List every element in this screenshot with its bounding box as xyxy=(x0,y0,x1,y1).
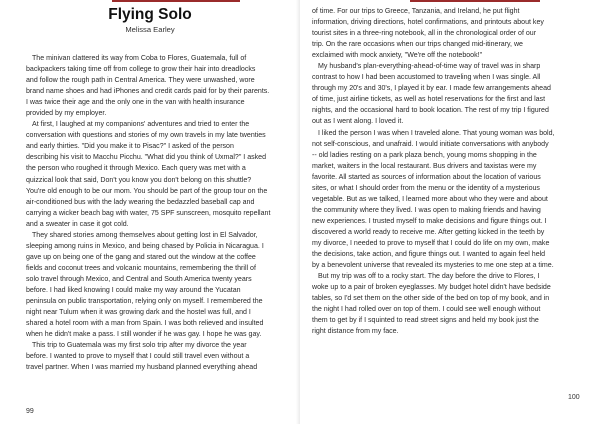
text-line: This trip to Guatemala was my first solo trip after my divorce the year xyxy=(32,342,247,350)
page-number-right: 100 xyxy=(568,394,580,401)
text-line: when he didn't make a pass. I still wonder if he was gay. I hope he was gay. xyxy=(26,331,262,339)
text-line: They shared stories among themselves about getting lost in El Salvador, xyxy=(32,231,258,239)
text-line: I liked the person I was when I traveled alone. That young woman was bold, xyxy=(318,129,555,137)
text-line: before. I had liked knowing I could make my way around the Yucatan xyxy=(26,286,241,294)
text-line: At first, I laughed at my companions' adventures and tried to enter the xyxy=(32,121,250,129)
text-line: of time, just airline tickets, as well as hotel reservations for the first and last xyxy=(312,96,546,104)
text-line: backpackers taking time off from college to grow their hair into dreadlocks xyxy=(26,66,256,74)
text-line: You're old enough to be our mom. You should be part of the group tour on the xyxy=(26,187,268,195)
text-line: new experiences. I trusted myself to make decisions and figure things out. I xyxy=(312,217,547,225)
text-line: exclaimed with mock anxiety, "We're off the notebook!" xyxy=(312,52,483,60)
text-line: gave up on being one of the gang and stared out the window at the coffee xyxy=(26,253,256,261)
text-line: shared a hotel room with a man from Spain. I was both relieved and insulted xyxy=(26,320,264,328)
text-line: night near Tulum when it was growing dark and the hostel was full, and I xyxy=(26,309,251,317)
text-line: vegetable. But as we talked, I learned more about who they were and about xyxy=(312,195,548,203)
text-line: sites, or what I should order from the menu or the identity of a mysterious xyxy=(312,184,540,192)
text-line: carrying a wicker beach bag with water, 75 SPF sunscreen, mosquito repellant xyxy=(26,209,271,217)
text-line: right distance from my face. xyxy=(312,328,399,336)
text-line: -- old ladies resting on a park plaza bench, young moms shopping in the xyxy=(312,151,537,159)
text-line: But my trip was off to a rocky start. The day before the drive to Flores, I xyxy=(318,273,540,281)
text-line: tables, so I'd set them on the other side of the bed on top of my book, and in xyxy=(312,295,550,303)
page-number-left: 99 xyxy=(26,408,34,415)
text-line: through my 20's and 30's, I played it by ear. I made few arrangements ahead xyxy=(312,85,551,93)
text-line: woke up to a pair of broken eyeglasses. My budget hotel didn't have bedside xyxy=(312,284,551,292)
text-line: travel partner. When I was married my husband planned everything ahead xyxy=(26,364,258,372)
right-text-column xyxy=(312,6,586,337)
text-line: fields and coconut trees and volcanic mountains, remembering the thrill of xyxy=(26,264,256,272)
text-line: before. I wanted to prove to myself that I could still travel even without a xyxy=(26,353,250,361)
text-line: and follow the rough path in Central America. They were unwashed, wore xyxy=(26,77,255,85)
text-line: I was twice their age and the only one in the van with health insurance xyxy=(26,99,245,107)
text-line: by a benevolent universe that revealed its mysteries to me one step at a time. xyxy=(312,262,554,270)
text-line: conversation with questions and stories of my own travels in my late twenties xyxy=(26,132,266,140)
text-line: peninsula on public transportation, relying only on myself. I remembered the xyxy=(26,298,263,306)
text-line: discovered a world ready to receive me. After getting kicked in the teeth by xyxy=(312,228,545,236)
story-title: Flying Solo xyxy=(108,6,192,23)
text-line: favorite. All started as sources of information about the location of various xyxy=(312,173,541,181)
text-line: brand name shoes and had iPhones and credit cards paid for by their parents. xyxy=(26,88,270,96)
text-line: and early thirties. "Did you make it to Pisac?" I asked of the person xyxy=(26,143,234,151)
text-line: out as I went along. I loved it. xyxy=(312,118,404,126)
text-line: solo travel through Mexico, and Central and South America twenty years xyxy=(26,275,252,283)
text-line: The minivan clattered its way from Coba to Flores, Guatemala, full of xyxy=(32,55,247,62)
text-line: and a sweater in case it got cold. xyxy=(26,220,129,228)
text-line: the person who roughed it through Mexico. Each query was met with a xyxy=(26,165,246,173)
text-line: trip. On the rare occasions when our trips changed mid-itinerary, we xyxy=(312,41,523,49)
top-rule-left xyxy=(112,0,240,2)
text-line: them to get by if I squinted to read street signs and held my book just the xyxy=(312,317,539,325)
text-line: sleeping among ruins in Mexico, and being chased by Policia in Nicaragua. I xyxy=(26,242,264,250)
text-line: My husband's plan-everything-ahead-of-time way of travel was in sharp xyxy=(318,63,541,71)
text-line: the night I had rolled over on top of them. I could see well enough without xyxy=(312,306,541,314)
text-line: the decisions, take action, and figure things out. I wanted to again feel held xyxy=(312,251,546,259)
top-rule-right xyxy=(410,0,540,2)
text-line: air-conditioned bus with the lady wearing the bedazzled baseball cap and xyxy=(26,198,255,206)
text-line: my divorce, I needed to prove to myself that I could do life on my own, make xyxy=(312,239,550,247)
author-name: Melissa Earley xyxy=(125,25,175,34)
text-line: market, waiters in the local restaurant. Bus drivers and taxistas were my xyxy=(312,162,537,170)
text-line: tourist sites in a three-ring notebook, all in the chronological order of our xyxy=(312,30,537,38)
text-line: the community where they lived. I was open to making friends and having xyxy=(312,206,541,214)
text-line: quizzical look that said, Don't you know you don't belong on this shuttle? xyxy=(26,176,252,184)
text-line: provided by my employer. xyxy=(26,110,107,118)
text-line: describing his visit to Macchu Picchu. "What did you think of Uxmal?" I asked xyxy=(26,154,267,162)
text-line: information, driving directions, hotel confirmations, and printouts about key xyxy=(312,19,544,27)
left-text-column xyxy=(26,53,284,373)
text-line: of time. For our trips to Greece, Tanzania, and Ireland, he put flight xyxy=(312,8,520,15)
text-line: contrast to how I had been accustomed to traveling when I was single. All xyxy=(312,74,541,82)
text-line: nights, and the occasional hard to book location. The rest of my trip I figured xyxy=(312,107,549,115)
text-line: not self-conscious, and unafraid. I would initiate conversations with anybody xyxy=(312,140,549,148)
right-page xyxy=(300,0,600,424)
